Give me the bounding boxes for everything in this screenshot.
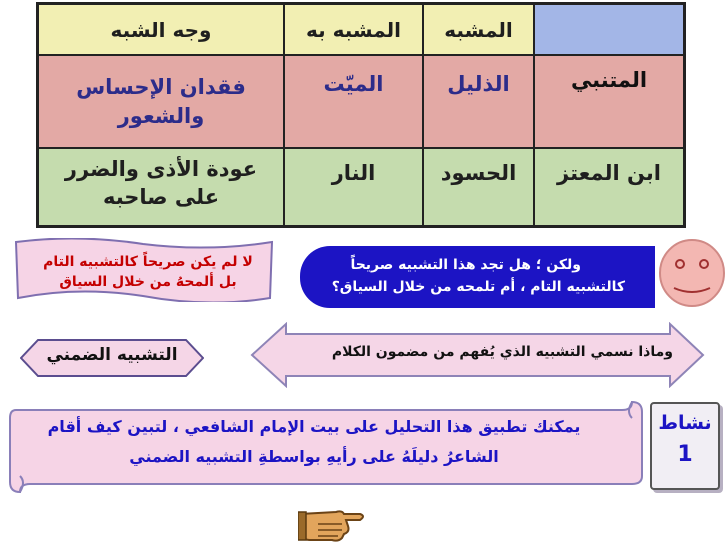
mushabbah-bih-cell [285,56,422,147]
mushabbah-cell [424,149,533,225]
wajh-line: عودة الأذى والضرر [64,157,258,181]
activity-label: نشاط [658,412,712,434]
implicit-simile-text: التشبيه الضمني [46,345,178,365]
question2-text: وماذا نسمي التشبيه الذي يُفهم من مضمون الكلام [331,344,673,360]
wajh-cell [39,149,283,225]
mushabbah-bih-value: النار [331,161,376,185]
question2-arrow [250,322,705,388]
wajh-line: فقدان الإحساس [76,75,246,100]
wajh-cell [39,56,283,147]
activity-box [650,402,720,490]
question-line: ولكن ؛ هل تجد هذا التشبيه صريحاً [350,257,581,273]
mushabbah-cell [424,56,533,147]
answer-line: بل ألمحهُ من خلال السياق [59,274,237,290]
header-corner [535,5,683,54]
header-mushabbah-bih [285,5,422,54]
activity-line: الشاعرُ دليلَهُ على رأيهِ بواسطةِ التشبيه الضمني [129,447,499,466]
smiley-face-icon [658,238,726,308]
activity-number: 1 [677,442,693,467]
question-line: كالتشبيه التام ، أم تلمحه من خلال السياق؟ [331,279,625,295]
pointing-hand-icon[interactable] [298,500,368,542]
mushabbah-bih-cell [285,149,422,225]
header-mushabbah-bih-label: المشبه به [305,17,402,42]
answer-line: لا لم يكن صريحاً كالتشبيه التام [43,254,253,270]
wajh-line: والشعور [117,103,205,128]
tashbih-table [36,2,686,228]
header-wajh [39,5,283,54]
mushabbah-bih-value: الميّت [323,72,384,96]
activity-line: يمكنك تطبيق هذا التحليل على بيت الإمام الشافعي ، لتبين كيف أقام [47,417,581,436]
poet-cell [535,149,683,225]
header-wajh-label: وجه الشبه [110,17,212,42]
header-mushabbah [424,5,533,54]
poet-name: المتنبي [570,68,648,92]
wajh-line: على صاحبه [102,185,220,210]
header-mushabbah-label: المشبه [444,17,513,42]
poet-name: ابن المعتز [557,161,661,185]
poet-cell [535,56,683,147]
question-callout [300,246,655,308]
mushabbah-value: الذليل [447,72,510,96]
activity-scroll [6,398,646,496]
implicit-simile-label [20,339,204,377]
mushabbah-value: الحسود [440,161,517,185]
answer-banner [8,238,278,302]
